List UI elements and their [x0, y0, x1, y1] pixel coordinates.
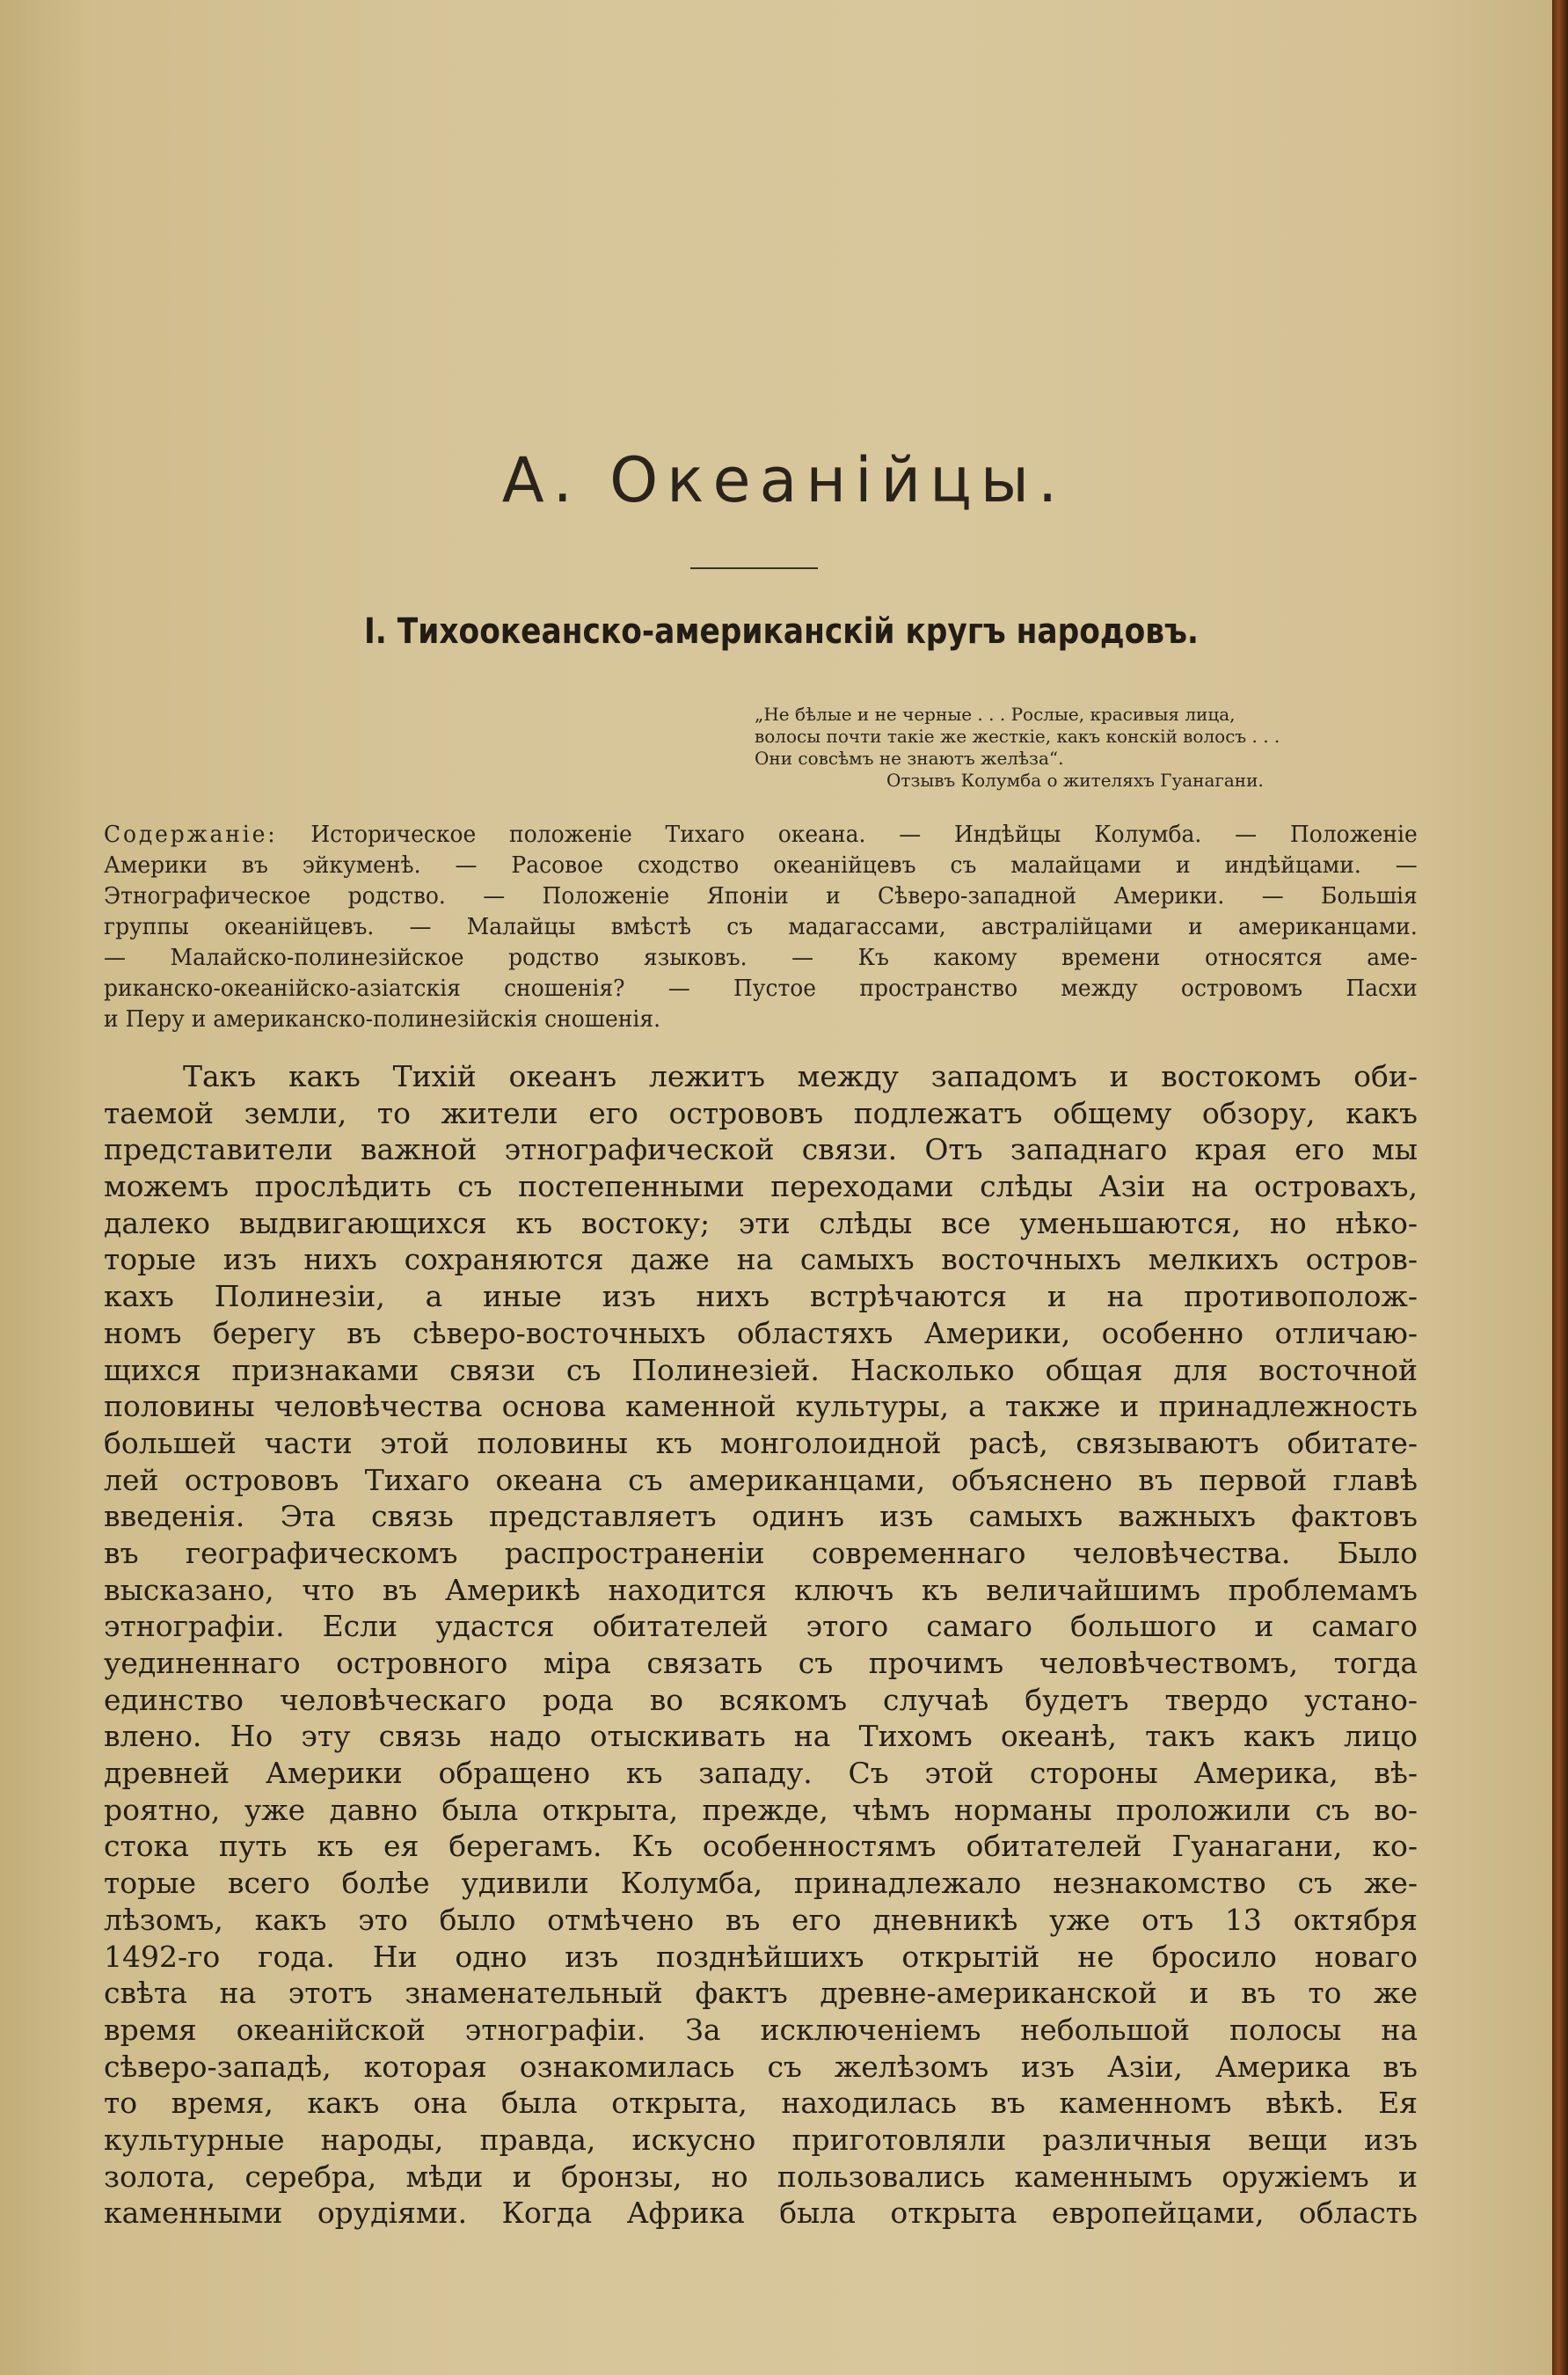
body-line [104, 2049, 1418, 2086]
body-line-text: роятно, уже давно была открыта, прежде, чѣмъ норманы проложили съ во- [104, 1792, 1418, 1827]
body-line [104, 2122, 1418, 2159]
body-line-text: введенія. Эта связь представляетъ одинъ изъ самыхъ важныхъ фактовъ [104, 1499, 1418, 1534]
body-text [104, 1058, 1418, 2232]
body-line-text: щихся признаками связи съ Полинезіей. Насколько общая для восточной [104, 1352, 1418, 1387]
section-heading: I. Тихоокеанско-американскій кругъ народовъ. [363, 611, 1200, 652]
body-line-text: этнографіи. Если удастся обитателей этого самаго большого и самаго [104, 1609, 1418, 1644]
body-line [104, 1352, 1418, 1389]
body-line-text: золота, серебра, мѣди и бронзы, но пользовались каменнымъ оружіемъ и [104, 2159, 1418, 2194]
body-line [104, 1608, 1418, 1645]
epigraph-line: волосы почти такіе же жесткіе, какъ конскій волосъ . . . [755, 726, 1280, 747]
body-line-text: номъ берегу въ сѣверо-восточныхъ областяхъ Америки, особенно отличаю- [104, 1315, 1418, 1350]
body-line-text: можемъ прослѣдить съ постепенными переходами слѣды Азіи на островахъ, [104, 1169, 1418, 1204]
body-line-text: далеко выдвигающихся къ востоку; эти слѣды все уменьшаются, но нѣко- [104, 1205, 1418, 1240]
title-rule [690, 567, 818, 569]
chapter-summary [104, 820, 1418, 1035]
body-line-text: культурные народы, правда, искусно приготовляли различныя вещи изъ [104, 2122, 1418, 2157]
chapter-title: А. Океанійцы. [501, 444, 1067, 516]
summary-line: группы океанійцевъ. — Малайцы вмѣстѣ съ мадагассами, австралійцами и американцами. [104, 914, 1418, 940]
body-line [104, 1975, 1418, 2012]
body-line [104, 1535, 1418, 1572]
epigraph-line: Они совсѣмъ не знаютъ желѣза“. [755, 748, 1064, 769]
body-line-text: лей острововъ Тихаго океана съ американцами, объяснено въ первой главѣ [104, 1462, 1418, 1497]
epigraph [755, 704, 1423, 792]
body-line [104, 1131, 1418, 1168]
body-line [104, 1682, 1418, 1719]
body-line-text: представители важной этнографической связи. Отъ западнаго края его мы [104, 1132, 1418, 1167]
body-line-text: свѣта на этотъ знаменательный фактъ древне-американской и въ то же [104, 1976, 1418, 2011]
body-line-text: большей части этой половины къ монголоидной расѣ, связываютъ обитате- [104, 1425, 1418, 1460]
summary-line [104, 820, 1418, 851]
body-line-text: лѣзомъ, какъ это было отмѣчено въ его дневникѣ уже отъ 13 октября [104, 1902, 1418, 1937]
page-edge [1552, 0, 1568, 2375]
body-line-text: 1492-го года. Ни одно изъ позднѣйшихъ открытій не бросило новаго [104, 1939, 1418, 1974]
epigraph-line: „Не бѣлые и не черные . . . Рослые, красивыя лица, [755, 704, 1236, 725]
body-line [104, 1828, 1418, 1865]
body-line [104, 1241, 1418, 1278]
body-line [104, 1095, 1418, 1132]
body-line [104, 1865, 1418, 1902]
body-line [104, 2012, 1418, 2049]
body-line [104, 1315, 1418, 1352]
body-line [104, 1168, 1418, 1205]
body-line [104, 1718, 1418, 1755]
body-line [104, 1902, 1418, 1939]
body-line-text: единство человѣческаго рода во всякомъ случаѣ будетъ твердо устано- [104, 1682, 1418, 1717]
body-line-text: то время, какъ она была открыта, находилась въ каменномъ вѣкѣ. Ея [104, 2086, 1418, 2121]
body-line [104, 1572, 1418, 1609]
body-line [104, 1425, 1418, 1462]
body-line [104, 1058, 1418, 1095]
body-line [104, 2195, 1418, 2232]
body-line-text: стока путь къ ея берегамъ. Къ особенностямъ обитателей Гуанагани, ко- [104, 1829, 1418, 1864]
body-line-text: половины человѣчества основа каменной культуры, а также и принадлежность [104, 1389, 1418, 1424]
body-line-text: время океанійской этнографіи. За исключеніемъ небольшой полосы на [104, 2012, 1418, 2047]
body-line [104, 1388, 1418, 1425]
body-line [104, 1939, 1418, 1976]
body-line [104, 2085, 1418, 2122]
body-line-text: въ географическомъ распространеніи современнаго человѣчества. Было [104, 1535, 1418, 1570]
body-line-text: каменными орудіями. Когда Африка была открыта европейцами, область [104, 2196, 1418, 2231]
body-line-text: уединеннаго островного міра связать съ прочимъ человѣчествомъ, тогда [104, 1646, 1418, 1680]
summary-line: Америки въ эйкуменѣ. — Расовое сходство океанійцевъ съ малайцами и индѣйцами. — [104, 852, 1418, 879]
summary-line: — Малайско-полинезійское родство языковъ. — Къ какому времени относятся аме- [104, 945, 1418, 971]
body-line [104, 1498, 1418, 1535]
body-line [104, 2159, 1418, 2196]
summary-line-text: Историческое положеніе Тихаго океана. — Индѣйцы Колумба. — Положеніе [310, 822, 1418, 848]
body-line-text: торые изъ нихъ сохраняются даже на самыхъ восточныхъ мелкихъ остров- [104, 1242, 1418, 1277]
body-line-text: кахъ Полинезіи, а иные изъ нихъ встрѣчаются и на противополож- [104, 1279, 1418, 1314]
body-line [104, 1755, 1418, 1792]
summary-label: Содержаніе: [104, 822, 278, 848]
body-line-text: влено. Но эту связь надо отыскивать на Тихомъ океанѣ, такъ какъ лицо [104, 1719, 1418, 1754]
body-line [104, 1205, 1418, 1242]
summary-line: риканско-океанійско-азіатскія сношенія? — Пустое пространство между островомъ Пасхи [104, 976, 1418, 1002]
body-line-text: высказано, что въ Америкѣ находится ключъ къ величайшимъ проблемамъ [104, 1572, 1418, 1607]
body-line-text: Такъ какъ Тихій океанъ лежитъ между западомъ и востокомъ оби- [183, 1059, 1418, 1093]
summary-line: Этнографическое родство. — Положеніе Японіи и Сѣверо-западной Америки. — Большія [104, 883, 1418, 910]
body-line-text: торые всего болѣе удивили Колумба, принадлежало незнакомство съ же- [104, 1866, 1418, 1901]
summary-line: и Перу и американско-полинезійскія сношенія. [104, 1006, 661, 1033]
body-line [104, 1792, 1418, 1829]
body-line-text: таемой земли, то жители его острововъ подлежатъ общему обзору, какъ [104, 1095, 1418, 1130]
body-line-text: сѣверо-западѣ, которая ознакомилась съ желѣзомъ изъ Азіи, Америка въ [104, 2049, 1418, 2084]
body-line-text: древней Америки обращено къ западу. Съ этой стороны Америка, вѣ- [104, 1756, 1418, 1791]
body-line [104, 1645, 1418, 1682]
body-line [104, 1462, 1418, 1499]
epigraph-attribution: Отзывъ Колумба о жителяхъ Гуанагани. [886, 770, 1264, 791]
body-line [104, 1278, 1418, 1315]
